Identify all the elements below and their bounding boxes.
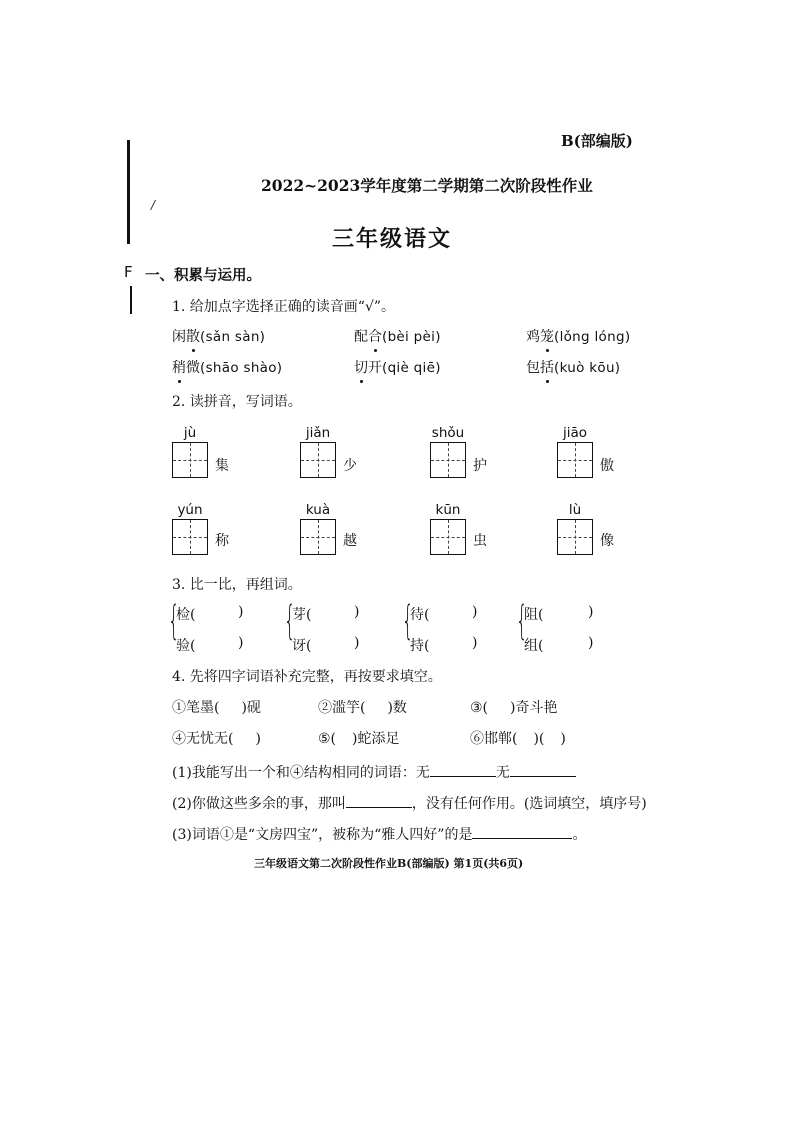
q1-item: 鸡笼(lǒng lóng) [526,326,630,346]
compare-word-top: 待( [410,607,430,623]
answer-blank[interactable] [510,762,576,777]
close-paren: ) [588,635,594,651]
given-char: 称 [215,533,229,549]
writing-box[interactable] [300,519,336,555]
page-title: 三年级语文 [332,227,453,252]
compare-word-bottom: 讶( [292,638,312,654]
answer-blank[interactable] [430,762,496,777]
q1-item: 闲散(sǎn sàn) [172,326,265,346]
writing-box[interactable] [430,519,466,555]
pinyin-label: kuà [305,502,331,518]
writing-box[interactable] [557,519,593,555]
idiom-item: ⑤( )蛇添足 [318,731,400,747]
pinyin-label: jù [183,425,197,441]
idiom-item: ①笔墨( )砚 [172,700,261,716]
compare-word-bottom: 组( [524,638,544,654]
given-char: 傲 [600,458,614,474]
section-title: 一、积累与运用。 [145,267,261,284]
brace-icon: { [516,598,528,644]
sub-question-2: (2)你做这些多余的事，那叫 ，没有任何作用。(选词填空，填序号) [172,793,647,813]
sub-question-1: (1)我能写出一个和④结构相同的词语：无 无 [172,762,576,782]
idiom-item: ②滥竽( )数 [318,700,407,716]
page-footer: 三年级语文第二次阶段性作业B(部编版) 第1页(共6页) [254,857,524,870]
question-3-title: 3. 比一比，再组词。 [172,577,302,593]
close-paren: ) [238,604,244,620]
given-char: 虫 [473,533,487,549]
given-char: 越 [343,533,357,549]
answer-blank[interactable] [472,824,572,839]
brace-icon: { [402,598,414,644]
brace-icon: { [284,598,296,644]
sub-question-3: (3)词语①是“文房四宝”，被称为“雅人四好”的是 。 [172,824,586,844]
compare-word-top: 阻( [524,607,544,623]
close-paren: ) [238,635,244,651]
close-paren: ) [472,604,478,620]
pinyin-label: kūn [435,502,461,518]
given-char: 护 [473,458,487,474]
q1-item: 配合(bèi pèi) [354,326,441,346]
margin-mark: F [124,263,133,281]
question-1-title: 1. 给加点字选择正确的读音画“√”。 [172,299,396,315]
scan-margin-line [130,286,132,314]
idiom-item: ③( )奇斗艳 [470,700,558,716]
scan-margin-line [127,140,130,244]
edition-label: B(部编版) [561,132,633,150]
idiom-item: ④无忧无( ) [172,731,261,747]
brace-icon: { [168,598,180,644]
compare-word-bottom: 验( [176,638,196,654]
writing-box[interactable] [176,442,212,478]
q1-item: 切开(qiè qiē) [354,357,441,377]
pinyin-label: jiāo [562,425,588,441]
scan-margin-mark: / [151,198,156,212]
q1-item: 稍微(shāo shào) [172,357,282,377]
question-2-title: 2. 读拼音，写词语。 [172,394,302,410]
compare-word-top: 芽( [292,607,312,623]
writing-box[interactable] [430,442,466,478]
pinyin-label: yún [177,502,203,518]
given-char: 集 [215,458,229,474]
close-paren: ) [588,604,594,620]
pinyin-label: jiǎn [305,425,331,441]
q1-item: 包括(kuò kōu) [526,357,620,377]
question-4-title: 4. 先将四字词语补充完整，再按要求填空。 [172,669,442,685]
close-paren: ) [354,604,360,620]
pinyin-label: shǒu [431,425,465,441]
writing-box[interactable] [172,519,208,555]
given-char: 像 [600,533,614,549]
compare-word-top: 检( [176,607,196,623]
given-char: 少 [343,458,357,474]
close-paren: ) [472,635,478,651]
exam-title: 2022~2023学年度第二学期第二次阶段性作业 [261,176,593,195]
pinyin-label: lù [568,502,582,518]
compare-word-bottom: 持( [410,638,430,654]
writing-box[interactable] [557,442,593,478]
writing-box[interactable] [300,442,336,478]
answer-blank[interactable] [346,793,412,808]
idiom-item: ⑥邯郸( )( ) [470,731,566,747]
close-paren: ) [354,635,360,651]
